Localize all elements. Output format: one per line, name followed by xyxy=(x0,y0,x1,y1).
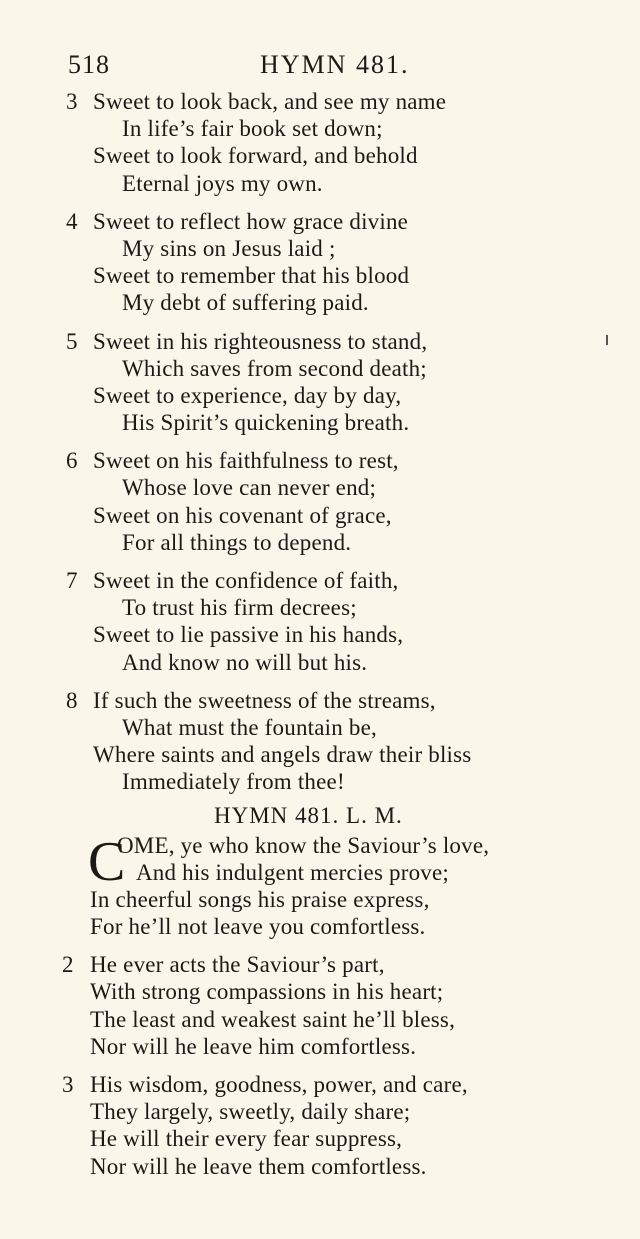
verse-line: Which saves from second death; xyxy=(122,355,427,381)
verse-line: He ever acts the Saviour’s part, xyxy=(90,952,385,978)
verse-line: Immediately from thee! xyxy=(122,769,345,795)
verse-line: Nor will he leave him comfortless. xyxy=(90,1033,417,1059)
verse-number: 2 xyxy=(62,952,74,978)
verse-line: To trust his firm decrees; xyxy=(122,595,357,621)
verse-line: His Spirit’s quickening breath. xyxy=(122,410,410,436)
stanza-3 xyxy=(0,88,640,197)
verse-line: What must the fountain be, xyxy=(122,714,377,740)
verse-line: Sweet to experience, day by day, xyxy=(93,382,402,408)
verse-line: Whose love can never end; xyxy=(122,475,377,501)
verse-line: In cheerful songs his praise express, xyxy=(90,886,430,912)
verse-line: Sweet on his covenant of grace, xyxy=(93,502,392,528)
hymn-text xyxy=(0,88,640,1191)
verse-line: Sweet in his righteousness to stand, xyxy=(93,328,428,354)
verse-line: Sweet to look forward, and behold xyxy=(93,143,418,169)
running-title: HYMN 481. xyxy=(260,50,410,79)
verse-number: 4 xyxy=(66,208,78,234)
hymn-heading: HYMN 481. L. M. xyxy=(214,802,403,828)
stanza-1 xyxy=(0,832,640,941)
verse-line: Sweet to reflect how grace divine xyxy=(93,208,409,234)
verse-line: And his indulgent mercies prove; xyxy=(136,859,450,885)
stanza-4 xyxy=(0,208,640,317)
stanza-6 xyxy=(0,447,640,556)
verse-line: Sweet to remember that his blood xyxy=(93,263,410,289)
verse-line: The least and weakest saint he’ll bless, xyxy=(90,1006,456,1032)
verse-number: 7 xyxy=(66,568,78,593)
page-header xyxy=(68,50,580,84)
verse-line: For he’ll not leave you comfortless. xyxy=(90,914,426,940)
verse-line: With strong compassions in his heart; xyxy=(90,979,444,1005)
verse-line: If such the sweetness of the streams, xyxy=(93,687,436,713)
drop-cap: C xyxy=(88,830,126,893)
stanza-5 xyxy=(0,328,640,437)
page-number: 518 xyxy=(68,50,110,79)
verse-number: 6 xyxy=(66,448,78,474)
verse-line: My sins on Jesus laid ; xyxy=(122,235,336,261)
verse-line: In life’s fair book set down; xyxy=(122,116,383,142)
verse-number: 5 xyxy=(66,328,78,354)
verse-number: 8 xyxy=(66,687,78,713)
verse-number: 3 xyxy=(66,89,78,114)
verse-line: His wisdom, goodness, power, and care, xyxy=(90,1072,468,1097)
verse-line: Where saints and angels draw their bliss xyxy=(93,742,472,768)
verse-line: Sweet on his faithfulness to rest, xyxy=(93,448,399,474)
verse-line: Eternal joys my own. xyxy=(122,170,323,196)
verse-line: They largely, sweetly, daily share; xyxy=(90,1099,411,1125)
stanza-3-new xyxy=(0,1071,640,1180)
verse-line: He will their every fear suppress, xyxy=(90,1126,403,1152)
stanza-8 xyxy=(0,687,640,796)
stanza-2 xyxy=(0,951,640,1060)
verse-line: OME, ye who know the Saviour’s love, xyxy=(117,832,490,858)
verse-number: 3 xyxy=(62,1072,74,1097)
verse-line: Sweet to lie passive in his hands, xyxy=(93,622,404,648)
print-mark xyxy=(606,335,608,345)
verse-line: Nor will he leave them comfortless. xyxy=(90,1153,427,1179)
verse-line: For all things to depend. xyxy=(122,529,352,555)
verse-line: Sweet to look back, and see my name xyxy=(93,89,447,114)
verse-line: And know no will but his. xyxy=(122,649,368,675)
stanza-7 xyxy=(0,567,640,676)
verse-line: Sweet in the confidence of faith, xyxy=(93,568,399,593)
verse-line: My debt of suffering paid. xyxy=(122,290,369,316)
